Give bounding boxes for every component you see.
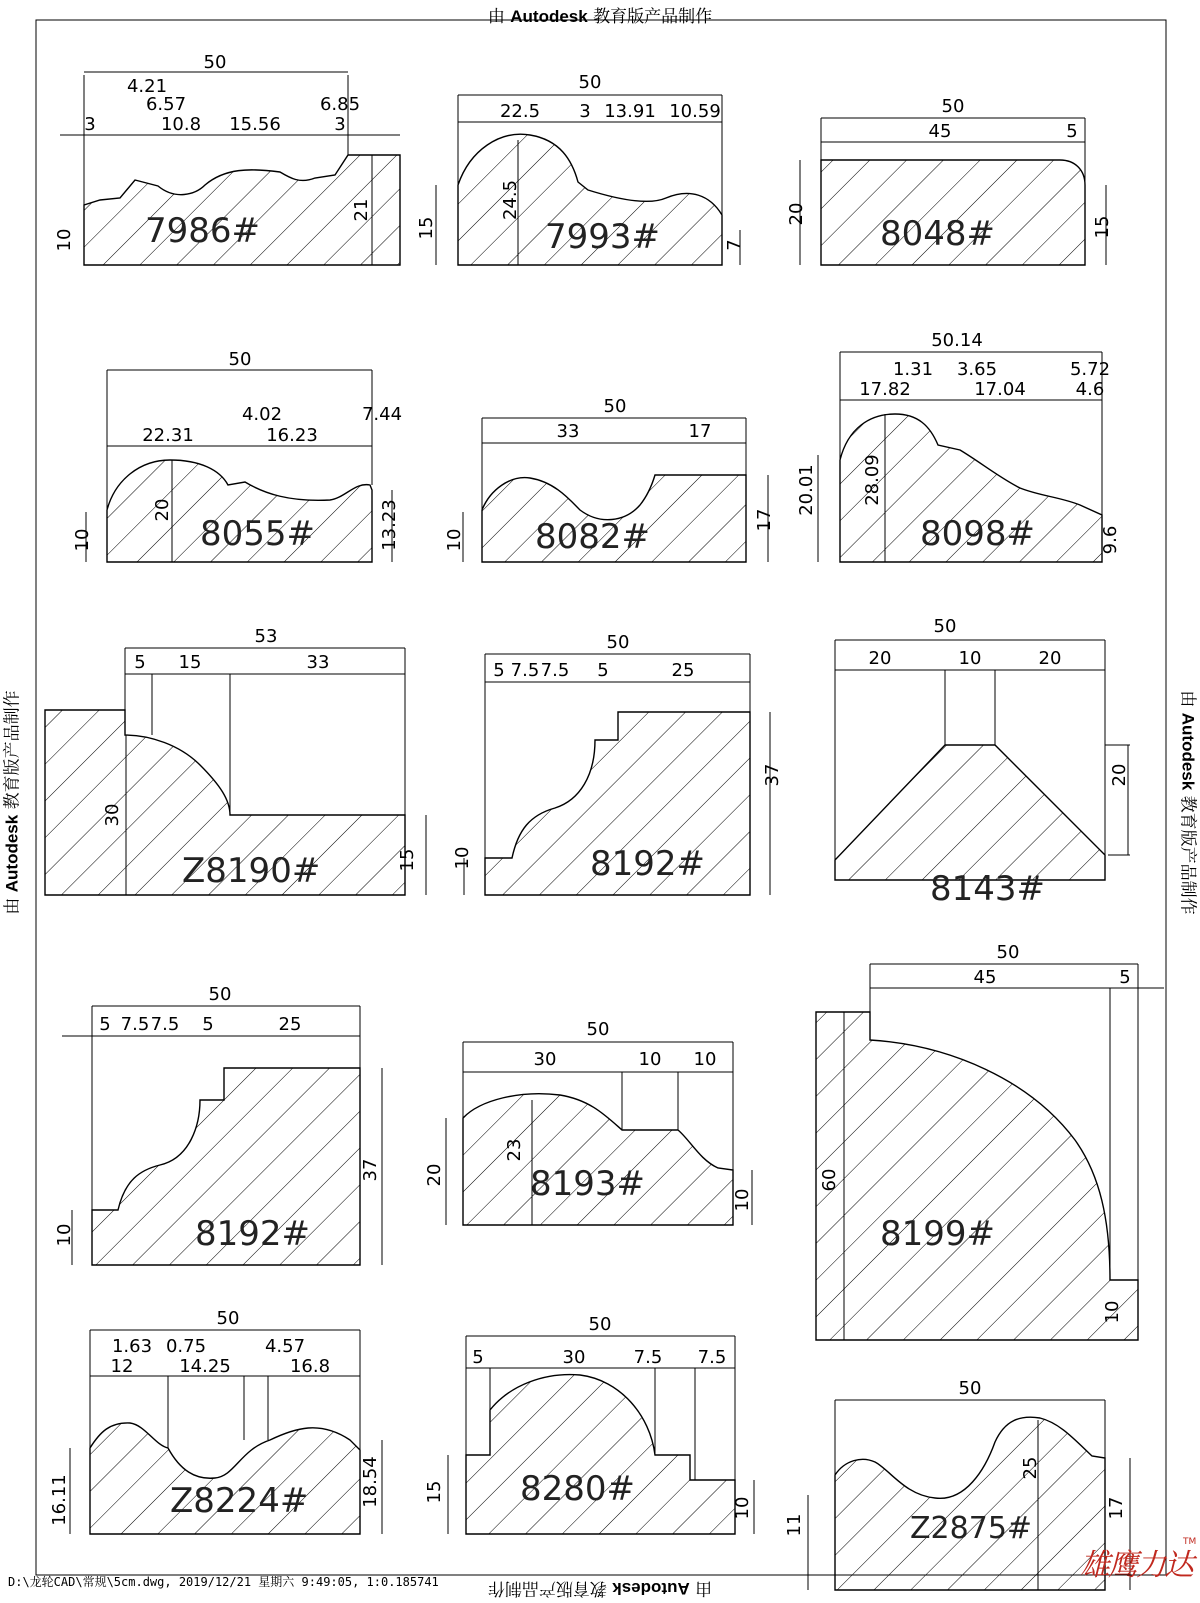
profile-outline bbox=[835, 1417, 1105, 1590]
dimension-value: 4.6 bbox=[1076, 379, 1105, 400]
profile-3 bbox=[786, 96, 1113, 265]
dimension-value: 50 bbox=[604, 396, 627, 417]
dimension-value: 20 bbox=[1039, 648, 1062, 669]
profile-4 bbox=[72, 349, 402, 562]
dimension-value: 10 bbox=[444, 529, 465, 552]
dimension-value: 5 bbox=[493, 660, 504, 681]
profile-label: 8192# bbox=[590, 844, 705, 884]
dimension-value: 30 bbox=[534, 1049, 557, 1070]
dimension-value: 45 bbox=[929, 121, 952, 142]
dimension-value: 15 bbox=[416, 217, 437, 240]
dimension-value: 50 bbox=[209, 984, 232, 1005]
profile-label: 8143# bbox=[930, 869, 1045, 909]
dimension-value: 5 bbox=[1119, 967, 1130, 988]
dimension-value: 28.09 bbox=[862, 454, 883, 506]
dimension-value: 10.59 bbox=[669, 101, 721, 122]
dimension-value: 25 bbox=[1020, 1457, 1041, 1480]
profile-label: Z8190# bbox=[182, 851, 320, 891]
dimension-value: 3.65 bbox=[957, 359, 997, 380]
dimension-value: 20 bbox=[1109, 764, 1130, 787]
dimension-value: 1.63 bbox=[112, 1336, 152, 1357]
profile-outline bbox=[816, 1012, 1138, 1340]
dimension-value: 53 bbox=[255, 626, 278, 647]
dimension-value: 7.5 bbox=[698, 1347, 727, 1368]
dimension-value: 16.8 bbox=[290, 1356, 330, 1377]
dimension-value: 17 bbox=[1106, 1497, 1127, 1520]
brand-logo: 雄鹰力达 bbox=[1080, 1540, 1192, 1584]
dimension-value: 5 bbox=[99, 1014, 110, 1035]
profile-10 bbox=[54, 984, 382, 1265]
dimension-value: 50 bbox=[934, 616, 957, 637]
dimension-value: 5 bbox=[472, 1347, 483, 1368]
dimension-value: 1.31 bbox=[893, 359, 933, 380]
profile-11 bbox=[424, 1019, 753, 1225]
profile-6 bbox=[796, 330, 1121, 562]
dimension-value: 4.21 bbox=[127, 76, 167, 97]
dimension-value: 50 bbox=[587, 1019, 610, 1040]
dimension-value: 3 bbox=[84, 114, 95, 135]
dimension-value: 33 bbox=[557, 421, 580, 442]
dimension-value: 10 bbox=[452, 847, 473, 870]
dimension-value: 25 bbox=[279, 1014, 302, 1035]
watermark-top: 由 Autodesk 教育版产品制作 bbox=[0, 2, 1200, 27]
dimension-value: 18.54 bbox=[360, 1456, 381, 1508]
profile-label: 8055# bbox=[200, 514, 315, 554]
dimension-value: 20 bbox=[869, 648, 892, 669]
dimension-value: 24.5 bbox=[500, 180, 521, 220]
dimension-value: 11 bbox=[784, 1514, 805, 1537]
dimension-value: 10.8 bbox=[161, 114, 201, 135]
dimension-value: 50 bbox=[204, 52, 227, 73]
dimension-value: 17 bbox=[689, 421, 712, 442]
dimension-value: 5 bbox=[597, 660, 608, 681]
dimension-value: 15 bbox=[397, 849, 418, 872]
dimension-value: 37 bbox=[762, 764, 783, 787]
dimension-value: 21 bbox=[351, 199, 372, 222]
dimension-value: 10 bbox=[54, 1224, 75, 1247]
dimension-value: 15.56 bbox=[229, 114, 281, 135]
dimension-value: 15 bbox=[1092, 216, 1113, 239]
dimension-value: 10 bbox=[732, 1497, 753, 1520]
dimension-value: 5 bbox=[1066, 121, 1077, 142]
dimension-value: 10 bbox=[54, 229, 75, 252]
dimension-value: 50 bbox=[579, 72, 602, 93]
dimension-value: 10 bbox=[959, 648, 982, 669]
dimension-value: 6.85 bbox=[320, 94, 360, 115]
dimension-value: 15 bbox=[424, 1481, 445, 1504]
profile-label: 7986# bbox=[145, 211, 260, 251]
dimension-value: 22.5 bbox=[500, 101, 540, 122]
dimension-value: 7.5 bbox=[634, 1347, 663, 1368]
dimension-value: 15 bbox=[179, 652, 202, 673]
dimension-value: 50 bbox=[942, 96, 965, 117]
profile-label: 8192# bbox=[195, 1214, 310, 1254]
profile-label: 8098# bbox=[920, 514, 1035, 554]
dimension-value: 4.02 bbox=[242, 404, 282, 425]
dimension-value: 5.72 bbox=[1070, 359, 1110, 380]
dimension-value: 12 bbox=[111, 1356, 134, 1377]
dimension-value: 22.31 bbox=[142, 425, 194, 446]
dimension-value: 45 bbox=[974, 967, 997, 988]
watermark-right: 由 Autodesk 教育版产品制作 bbox=[1178, 643, 1200, 963]
dimension-value: 50 bbox=[959, 1378, 982, 1399]
dimension-value: 3 bbox=[334, 114, 345, 135]
dimension-value: 7.5 bbox=[121, 1014, 150, 1035]
profile-outline bbox=[835, 745, 1105, 880]
profile-label: Z2875# bbox=[910, 1511, 1032, 1546]
profile-label: 8199# bbox=[880, 1214, 995, 1254]
dimension-value: 17 bbox=[754, 509, 775, 532]
profile-14 bbox=[424, 1314, 754, 1534]
dimension-value: 7.44 bbox=[362, 404, 402, 425]
profile-label: Z8224# bbox=[170, 1481, 308, 1521]
dimension-value: 50 bbox=[589, 1314, 612, 1335]
profile-8 bbox=[452, 632, 783, 895]
dimension-value: 16.23 bbox=[266, 425, 318, 446]
dimension-value: 10 bbox=[1102, 1301, 1123, 1324]
dimension-value: 30 bbox=[563, 1347, 586, 1368]
dimension-value: 20 bbox=[424, 1164, 445, 1187]
dimension-value: 10 bbox=[72, 529, 93, 552]
profile-label: 8082# bbox=[535, 517, 650, 557]
profile-label: 8193# bbox=[530, 1164, 645, 1204]
dimension-value: 5 bbox=[202, 1014, 213, 1035]
dimension-value: 7.5 bbox=[511, 660, 540, 681]
dimension-value: 20 bbox=[152, 499, 173, 522]
dimension-value: 10 bbox=[732, 1189, 753, 1212]
dimension-value: 17.04 bbox=[974, 379, 1026, 400]
watermark-left: 由 Autodesk 教育版产品制作 bbox=[0, 643, 23, 963]
watermark-bottom: 由 Autodesk 教育版产品制作 bbox=[0, 1578, 1200, 1603]
dimension-value: 7 bbox=[724, 239, 745, 250]
dimension-value: 50 bbox=[217, 1308, 240, 1329]
dimension-value: 7.5 bbox=[151, 1014, 180, 1035]
profile-label: 8280# bbox=[520, 1469, 635, 1509]
profile-1 bbox=[54, 52, 400, 265]
dimension-value: 20 bbox=[786, 203, 807, 226]
dimension-value: 60 bbox=[819, 1169, 840, 1192]
file-path-caption: D:\龙轮CAD\常规\5cm.dwg, 2019/12/21 星期六 9:49:05, 1:0.185741 bbox=[8, 1573, 439, 1590]
profile-13 bbox=[49, 1308, 382, 1534]
dimension-value: 50 bbox=[997, 942, 1020, 963]
dimension-value: 50 bbox=[229, 349, 252, 370]
profile-15 bbox=[784, 1378, 1130, 1590]
dimension-value: 9.6 bbox=[1100, 526, 1121, 555]
dimension-value: 3 bbox=[579, 101, 590, 122]
profile-2 bbox=[416, 72, 745, 265]
dimension-value: 7.5 bbox=[541, 660, 570, 681]
dimension-value: 13.23 bbox=[379, 499, 400, 551]
profile-label: 8048# bbox=[880, 214, 995, 254]
dimension-value: 5 bbox=[134, 652, 145, 673]
trademark-symbol: TM bbox=[1183, 1537, 1196, 1547]
profile-5 bbox=[444, 396, 775, 562]
dimension-value: 33 bbox=[307, 652, 330, 673]
dimension-value: 20.01 bbox=[796, 464, 817, 516]
dimension-value: 23 bbox=[504, 1139, 525, 1162]
profile-9 bbox=[835, 616, 1130, 909]
profile-label: 7993# bbox=[545, 217, 660, 257]
dimension-value: 25 bbox=[672, 660, 695, 681]
dimension-value: 50 bbox=[607, 632, 630, 653]
dimension-value: 16.11 bbox=[49, 1474, 70, 1526]
dimension-value: 0.75 bbox=[166, 1336, 206, 1357]
dimension-value: 14.25 bbox=[179, 1356, 231, 1377]
dimension-value: 13.91 bbox=[604, 101, 656, 122]
dimension-value: 30 bbox=[102, 804, 123, 827]
dimension-value: 10 bbox=[639, 1049, 662, 1070]
dimension-value: 50.14 bbox=[931, 330, 983, 351]
dimension-value: 4.57 bbox=[265, 1336, 305, 1357]
dimension-value: 17.82 bbox=[859, 379, 911, 400]
profile-7 bbox=[45, 626, 426, 895]
dimension-value: 6.57 bbox=[146, 94, 186, 115]
dimension-value: 10 bbox=[694, 1049, 717, 1070]
profile-12 bbox=[816, 942, 1164, 1340]
dimension-value: 37 bbox=[360, 1159, 381, 1182]
